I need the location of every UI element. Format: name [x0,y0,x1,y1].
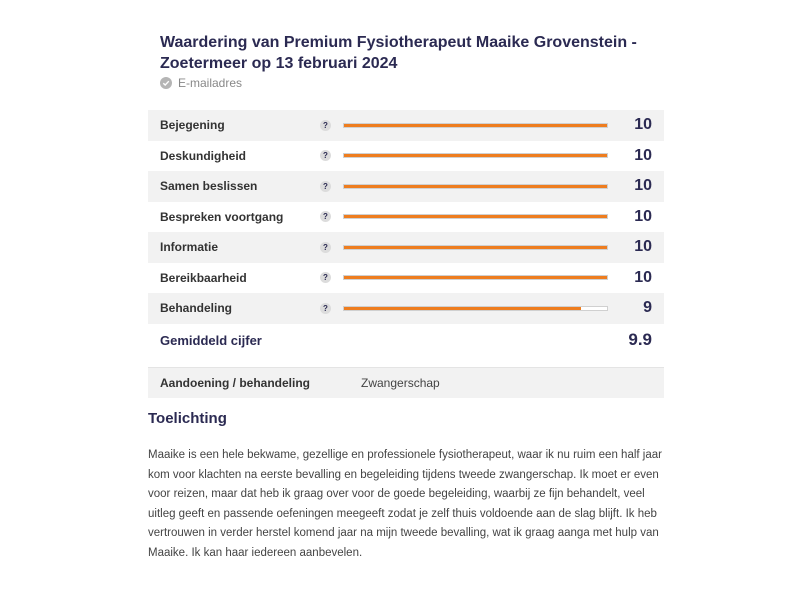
rating-bar [343,153,608,158]
help-icon[interactable]: ? [320,242,331,253]
rating-bar [343,184,608,189]
rating-score: 10 [634,116,652,134]
rating-label: Bespreken voortgang [160,209,284,224]
rating-bar-fill [344,276,607,279]
source-label: E-mailadres [178,76,243,90]
rating-bar-fill [344,124,607,127]
rating-row-bereikbaarheid [148,263,664,294]
rating-label: Bereikbaarheid [160,270,247,285]
rating-bar-fill [344,154,607,157]
average-row [148,322,664,358]
help-icon[interactable]: ? [320,150,331,161]
rating-bar [343,123,608,128]
help-icon[interactable]: ? [320,303,331,314]
rating-label: Deskundigheid [160,148,247,163]
average-label: Gemiddeld cijfer [160,332,262,348]
rating-label: Behandeling [160,301,233,316]
rating-score: 9 [643,299,652,317]
help-icon[interactable]: ? [320,211,331,222]
explanation-text: Maaike is een hele bekwame, gezellige en professionele fysiotherapeut, waar ik nu ruim een half jaar kom voor klachten na eerste bevalling en begeleiding tijdens tweede zwangerschap. Ik moet er even voor reizen, maar dat heb ik graag over voor de goede begeleiding, waarbij ze fijn behandelt, veel uitleg geeft en passende oefeningen meegeeft zodat je zelf thuis voldoende aan de slag blijft. Ik heb vertrouwen in verder herstel komend jaar na mijn tweede bevalling, wat ik graag aanga met hulp van Maaike. Ik kan haar iedereen aanbevelen. [148,449,662,559]
rating-row-deskundigheid [148,141,664,172]
condition-row [148,367,664,398]
rating-label: Informatie [160,240,219,255]
rating-score: 10 [634,207,652,225]
rating-bar [343,275,608,280]
rating-bar-fill [344,307,581,310]
rating-bar [343,306,608,311]
rating-score: 10 [634,146,652,164]
rating-row-informatie [148,232,664,263]
help-icon[interactable]: ? [320,272,331,283]
ratings-list [148,110,664,324]
rating-bar-fill [344,246,607,249]
condition-label: Aandoening / behandeling [160,376,310,390]
help-icon[interactable]: ? [320,181,331,192]
help-icon[interactable]: ? [320,120,331,131]
rating-bar-fill [344,215,607,218]
rating-row-samen-beslissen [148,171,664,202]
review-source [160,76,242,90]
condition-value: Zwangerschap [361,376,440,390]
review-title: Waardering van Premium Fysiotherapeut Maaike Grovenstein - Zoetermeer op 13 februari 2024 [160,34,637,72]
rating-row-bespreken-voortgang [148,202,664,233]
rating-score: 10 [634,238,652,256]
rating-score: 10 [634,268,652,286]
rating-bar [343,245,608,250]
rating-row-behandeling [148,293,664,324]
rating-label: Bejegening [160,118,225,133]
rating-score: 10 [634,177,652,195]
rating-bar [343,214,608,219]
rating-label: Samen beslissen [160,179,258,194]
check-circle-icon [160,77,172,89]
rating-bar-fill [344,185,607,188]
rating-row-bejegening [148,110,664,141]
explanation-heading: Toelichting [148,410,227,427]
average-score: 9.9 [628,330,652,349]
